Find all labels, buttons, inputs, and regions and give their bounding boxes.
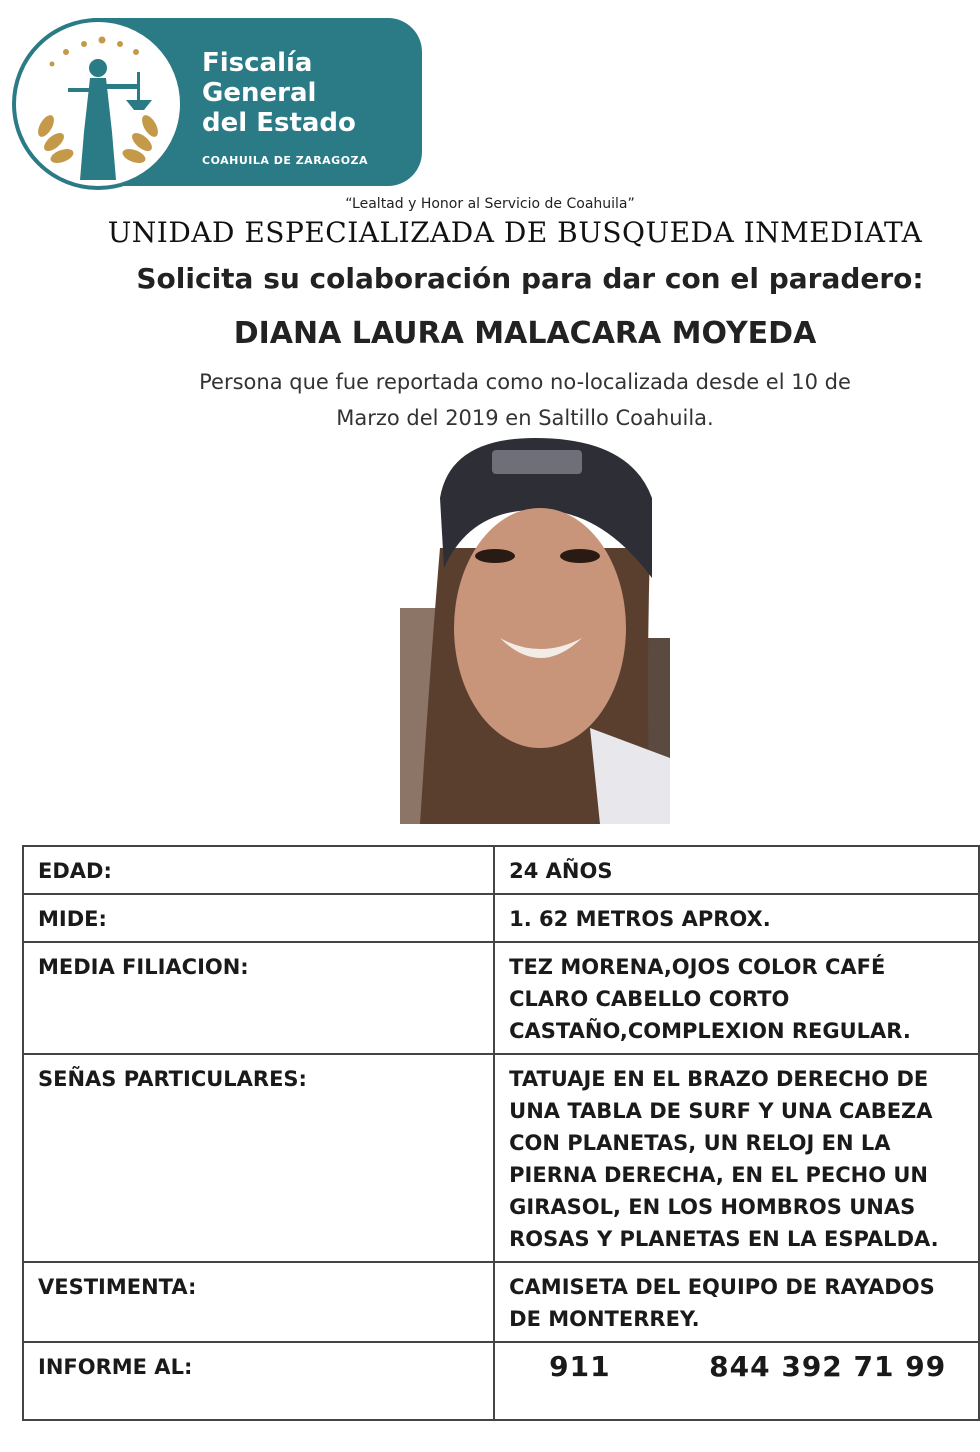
emergency-number: 911 — [549, 1350, 611, 1383]
missing-person-name: DIANA LAURA MALACARA MOYEDA — [233, 316, 817, 351]
motto: “Lealtad y Honor al Servicio de Coahuila” — [345, 196, 635, 212]
details-table — [22, 845, 980, 1421]
clothing-label: VESTIMENTA: — [23, 1262, 494, 1342]
unit-title: UNIDAD ESPECIALIZADA DE BUSQUEDA INMEDIATA — [107, 216, 923, 249]
report-line-1: Persona que fue reportada como no-localizada desde el 10 de — [199, 370, 851, 394]
missing-person-photo — [400, 438, 670, 824]
height-value: 1. 62 METROS APROX. — [494, 894, 979, 942]
lady-justice-icon — [16, 22, 180, 186]
table-row — [23, 1054, 979, 1262]
logo-state: COAHUILA DE ZARAGOZA — [202, 154, 369, 167]
height-label: MIDE: — [23, 894, 494, 942]
contact-value — [494, 1342, 979, 1420]
report-text — [0, 364, 980, 436]
description-value: TEZ MORENA,OJOS COLOR CAFÉ CLARO CABELLO CORTO CASTAÑO,COMPLEXION REGULAR. — [494, 942, 979, 1054]
table-row — [23, 846, 979, 894]
contact-label: INFORME AL: — [23, 1342, 494, 1420]
age-label: EDAD: — [23, 846, 494, 894]
marks-value: TATUAJE EN EL BRAZO DERECHO DE UNA TABLA DE SURF Y UNA CABEZA CON PLANETAS, UN RELOJ EN LA PIERNA DERECHA, EN EL PECHO UN GIRASOL, EN LOS HOMBROS UNAS ROSAS Y PLANETAS EN LA ESPALDA. — [494, 1054, 979, 1262]
description-label: MEDIA FILIACION: — [23, 942, 494, 1054]
phone-number: 844 392 71 99 — [709, 1350, 947, 1383]
table-row — [23, 894, 979, 942]
clothing-value: CAMISETA DEL EQUIPO DE RAYADOS DE MONTERREY. — [494, 1262, 979, 1342]
marks-label: SEÑAS PARTICULARES: — [23, 1054, 494, 1262]
report-line-2: Marzo del 2019 en Saltillo Coahuila. — [336, 406, 714, 430]
request-heading: Solicita su colaboración para dar con el paradero: — [136, 262, 924, 295]
logo-line-2: General — [202, 78, 317, 108]
table-row — [23, 942, 979, 1054]
table-row — [23, 1262, 979, 1342]
logo-line-3: del Estado — [202, 108, 356, 138]
phone-numbers — [509, 1351, 966, 1383]
agency-name — [202, 48, 356, 138]
agency-logo — [12, 18, 422, 190]
justice-emblem — [12, 18, 184, 190]
portrait-image — [400, 438, 670, 824]
age-value: 24 AÑOS — [494, 846, 979, 894]
logo-line-1: Fiscalía — [202, 48, 313, 78]
table-row — [23, 1342, 979, 1420]
